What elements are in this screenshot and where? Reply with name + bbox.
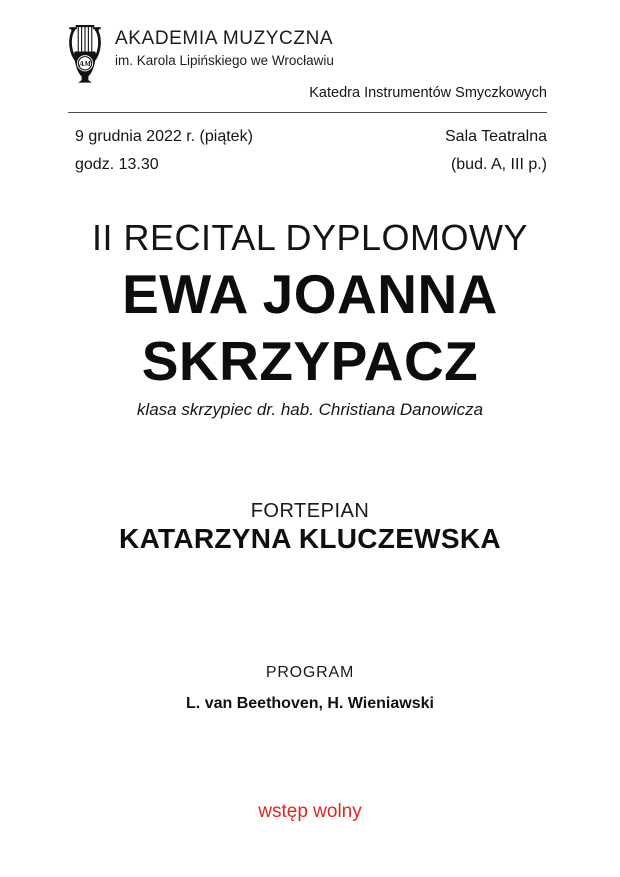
masthead — [66, 21, 334, 87]
program-composers: L. van Beethoven, H. Wieniawski — [186, 695, 434, 712]
academy-lyre-logo-icon — [66, 21, 104, 87]
recital-title: II RECITAL DYPLOMOWY — [91, 217, 529, 258]
performer-name-line2: SKRZYPACZ — [141, 330, 479, 392]
event-time: godz. 13.30 — [75, 156, 159, 173]
event-venue — [445, 123, 547, 179]
divider-rule — [68, 112, 547, 113]
venue-name: Sala Teatralna — [445, 128, 547, 145]
performer-name-line1: EWA JOANNA — [122, 263, 498, 325]
admission-note: wstęp wolny — [258, 801, 362, 822]
event-datetime — [75, 123, 253, 179]
department-name: Katedra Instrumentów Smyczkowych — [309, 85, 547, 101]
accompanist-name: KATARZYNA KLUCZEWSKA — [119, 523, 501, 554]
venue-location: (bud. A, III p.) — [450, 156, 547, 173]
program-heading: PROGRAM — [265, 664, 355, 681]
class-info: klasa skrzypiec dr. hab. Christiana Danowicza — [136, 400, 484, 419]
performer-name — [0, 261, 620, 395]
institution-subtitle: im. Karola Lipińskiego we Wrocławiu — [115, 53, 334, 68]
event-info-row — [75, 123, 547, 179]
event-date: 9 grudnia 2022 r. (piątek) — [75, 128, 253, 145]
institution-lockup — [115, 21, 334, 68]
institution-name: AKADEMIA MUZYCZNA — [115, 28, 334, 49]
accompanist-role: FORTEPIAN — [250, 500, 370, 522]
logo-monogram: AM — [79, 59, 91, 69]
